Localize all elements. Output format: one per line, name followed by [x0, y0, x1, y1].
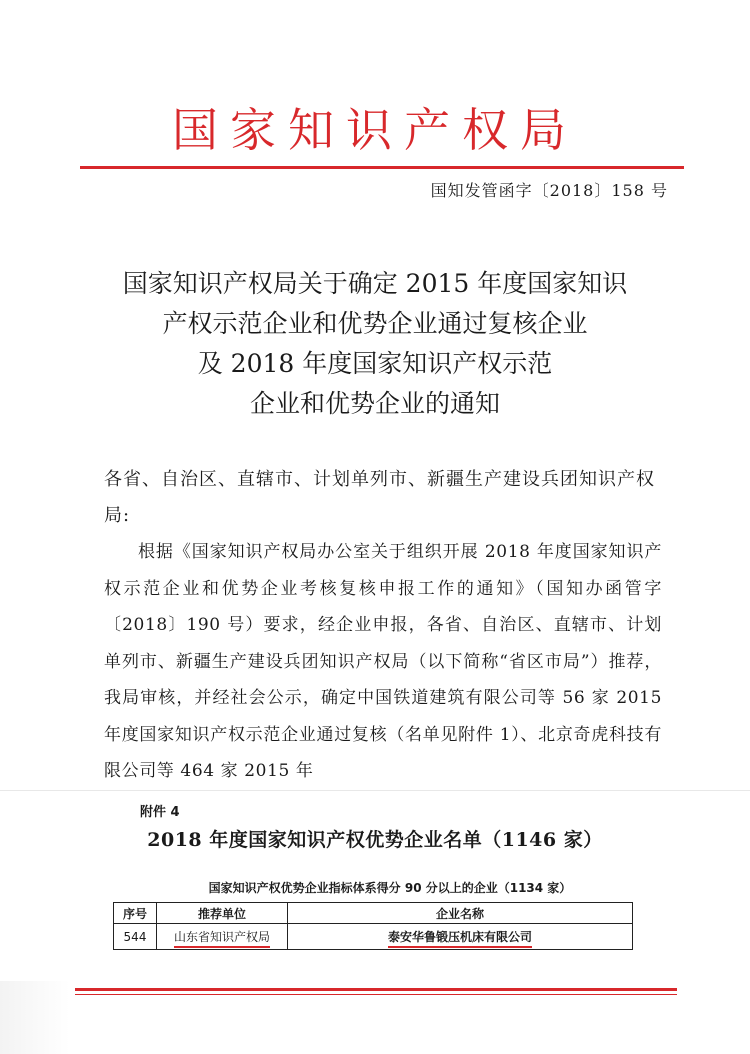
cell-company: [288, 924, 633, 950]
cell-unit: [157, 924, 288, 950]
column-header-company: 企业名称: [288, 903, 633, 924]
body-paragraph: 根据《国家知识产权局办公室关于组织开展 2018 年度国家知识产权示范企业和优势企业考核复核申报工作的通知》（国知办函管字〔2018〕190 号）要求，经企业申报，各省、自治区、直辖市、计划单列市、新疆生产建设兵团知识产权局（以下简称“省区市局”）推荐，我局审核，并经社会公示，确定中国铁道建筑有限公司等 56 家 2015 年度国家知识产权示范企业通过复核（名单见附件 1）、北京奇虎科技有限公司等 464 家 2015 年: [104, 542, 662, 781]
column-header-seq: 序号: [114, 903, 157, 924]
cell-seq: 544: [114, 924, 157, 950]
attachment-label: 附件 4: [140, 805, 180, 820]
notice-title: [80, 264, 670, 424]
cell-company-text: 泰安华鲁锻压机床有限公司: [388, 930, 532, 948]
table-row: [114, 924, 633, 950]
title-line: 产权示范企业和优势企业通过复核企业: [162, 309, 588, 338]
cell-unit-text: 山东省知识产权局: [174, 930, 270, 948]
salutation: 各省、自治区、直辖市、计划单列市、新疆生产建设兵团知识产权局:: [104, 469, 655, 526]
header-red-rule: [80, 166, 684, 169]
company-table: [113, 902, 633, 950]
list-title: 2018 年度国家知识产权优势企业名单（1146 家）: [147, 829, 603, 851]
title-line: 及 2018 年度国家知识产权示范: [197, 349, 553, 378]
title-line: 国家知识产权局关于确定 2015 年度国家知识: [122, 269, 628, 298]
table-header-row: [114, 903, 633, 924]
title-line: 企业和优势企业的通知: [249, 389, 500, 418]
column-header-unit: 推荐单位: [157, 903, 288, 924]
document-number: 国知发管函字〔2018〕158 号: [430, 181, 668, 200]
agency-title: 国家知识产权局: [172, 103, 578, 157]
table-caption: 国家知识产权优势企业指标体系得分 90 分以上的企业（1134 家）: [208, 881, 572, 895]
attachment-excerpt: [0, 790, 750, 981]
footer-red-rule-thin: [75, 994, 677, 995]
footer-red-rule: [75, 988, 677, 991]
